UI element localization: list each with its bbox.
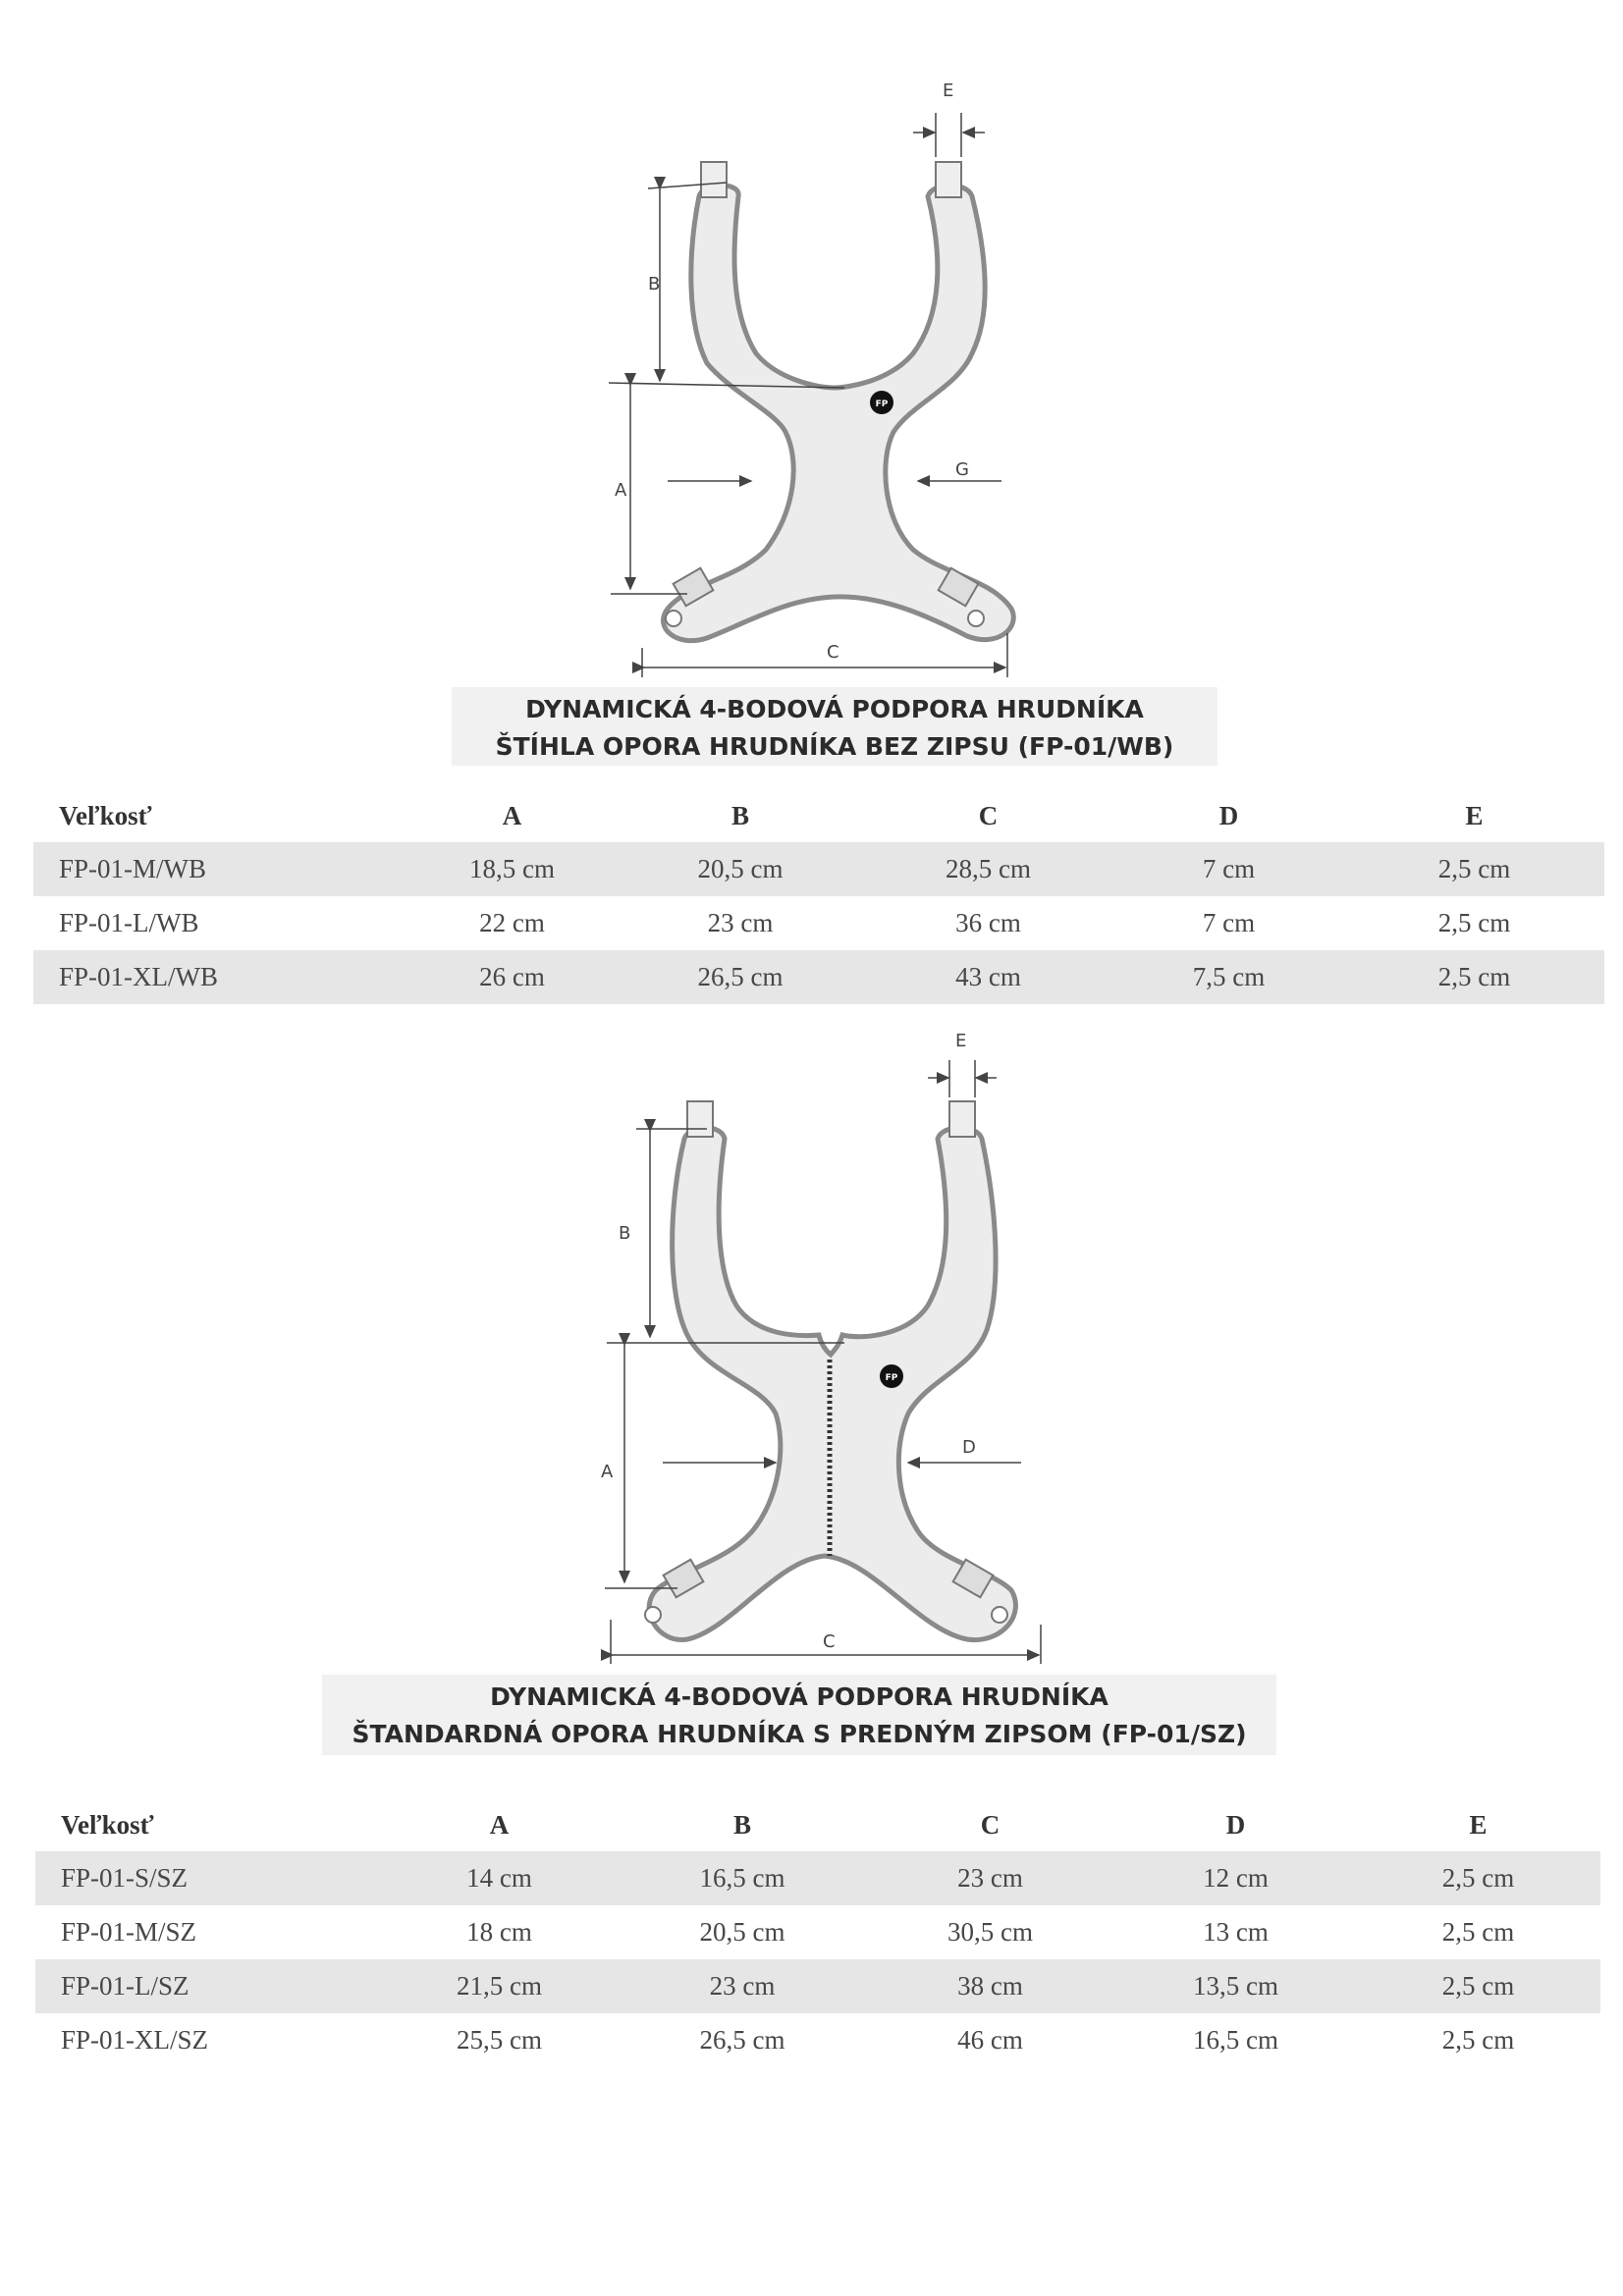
cell: 14 cm [379,1851,620,1905]
fp-logo-text: FP [885,1373,898,1383]
cell: 20,5 cm [699,1917,785,1947]
cell: 43 cm [863,950,1113,1004]
cell: 18,5 cm [406,842,618,896]
cell: 23 cm [707,908,774,937]
header-c: C [980,1809,1001,1840]
table-row [33,842,1604,896]
strap-left [687,1101,713,1137]
product1-size-table [33,789,1604,1004]
chest-support-diagram-slim [550,69,1100,687]
cell: 16,5 cm [1193,2025,1278,2055]
table-row [35,2013,1600,2067]
cell: 22 cm [479,908,545,937]
cell-size: FP-01-L/SZ [35,1959,379,2013]
header-a: A [489,1809,510,1840]
cell: 26,5 cm [618,950,863,1004]
cell: 18 cm [466,1917,532,1947]
header-e: E [1469,1809,1488,1840]
header-c: C [978,800,999,830]
header-b: B [732,1809,751,1840]
chest-support-diagram-zipper [550,1021,1100,1669]
cell: 20,5 cm [618,842,863,896]
cell-size: FP-01-XL/SZ [61,2025,209,2055]
fp-logo-text: FP [875,400,889,409]
table-row [33,896,1604,950]
cell-size: FP-01-XL/WB [33,950,406,1004]
dim-label-e: E [955,1031,967,1051]
cell: 13,5 cm [1115,1959,1356,2013]
cell: 46 cm [957,2025,1023,2055]
cell: 21,5 cm [379,1959,620,2013]
product1-title-line1: DYNAMICKÁ 4-BODOVÁ PODPORA HRUDNÍKA [525,695,1144,723]
product1-title-line2: ŠTÍHLA OPORA HRUDNÍKA BEZ ZIPSU (FP-01/WB) [495,732,1174,761]
cell: 28,5 cm [863,842,1113,896]
cell: 26 cm [406,950,618,1004]
strap-left [701,162,727,197]
dim-label-a: A [615,480,627,501]
dim-label-c: C [827,642,839,663]
cell: 12 cm [1115,1851,1356,1905]
header-a: A [502,800,522,830]
dim-label-a: A [601,1462,614,1482]
header-d: D [1225,1809,1246,1840]
header-size: Veľkosť [59,800,152,830]
cell: 23 cm [865,1851,1115,1905]
cell: 30,5 cm [947,1917,1033,1947]
dim-label-g: G [955,459,969,480]
product2-size-table [35,1798,1600,2067]
cell: 7,5 cm [1113,950,1344,1004]
dim-label-b: B [619,1223,631,1244]
cell: 23 cm [620,1959,865,2013]
product1-caption [452,687,1217,766]
header-d: D [1218,800,1239,830]
vest-outline [649,1128,1015,1640]
cell: 7 cm [1113,842,1344,896]
strap-right [949,1101,975,1137]
table-header-row [35,1798,1600,1851]
table-header-row [33,789,1604,842]
table-row [33,950,1604,1004]
cell: 38 cm [865,1959,1115,2013]
strap-right [936,162,961,197]
cell-size: FP-01-M/SZ [61,1917,197,1947]
cell: 7 cm [1202,908,1256,937]
cell: 2,5 cm [1441,1917,1515,1947]
cell-size: FP-01-L/WB [59,908,199,937]
header-e: E [1465,800,1484,830]
cell: 2,5 cm [1356,1959,1600,2013]
vest-outline [664,186,1014,641]
cell: 36 cm [955,908,1021,937]
product2-caption [322,1675,1276,1755]
cell: 16,5 cm [620,1851,865,1905]
product2-title-line2: ŠTANDARDNÁ OPORA HRUDNÍKA S PREDNÝM ZIPSOM (FP-01/SZ) [352,1720,1247,1748]
table-row [35,1851,1600,1905]
cell: 2,5 cm [1441,2025,1515,2055]
dim-label-d: D [962,1437,976,1458]
cell-size: FP-01-S/SZ [35,1851,379,1905]
cell: 2,5 cm [1356,1851,1600,1905]
dim-label-e: E [943,80,954,101]
dim-label-b: B [648,274,661,294]
cell: 25,5 cm [457,2025,542,2055]
cell-size: FP-01-M/WB [33,842,406,896]
cell: 2,5 cm [1344,842,1604,896]
cell: 13 cm [1203,1917,1269,1947]
cell: 2,5 cm [1437,908,1511,937]
cell: 2,5 cm [1344,950,1604,1004]
header-b: B [730,800,749,830]
dim-label-c: C [823,1631,836,1652]
header-size: Veľkosť [61,1809,154,1840]
product2-title-line1: DYNAMICKÁ 4-BODOVÁ PODPORA HRUDNÍKA [490,1682,1109,1711]
table-row [35,1905,1600,1959]
table-row [35,1959,1600,2013]
cell: 26,5 cm [699,2025,785,2055]
